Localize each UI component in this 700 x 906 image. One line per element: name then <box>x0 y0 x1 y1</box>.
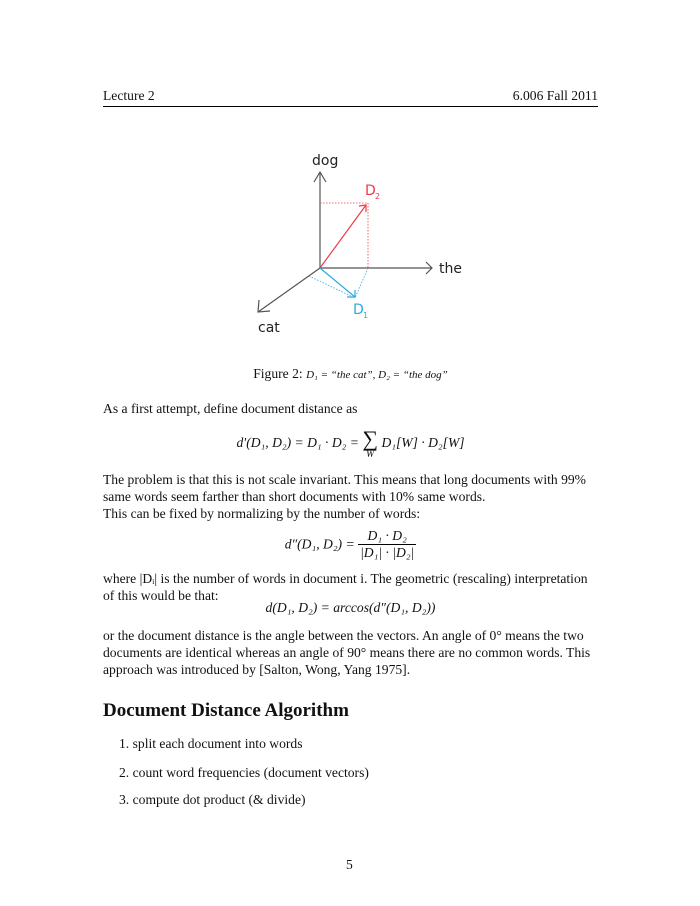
list-item-number: 2. <box>119 765 130 780</box>
d1-vector <box>320 268 355 297</box>
list-item <box>119 792 306 808</box>
paragraph-2-line-3: This can be fixed by normalizing by the number of words: <box>103 506 421 521</box>
d2-label-sub: 2 <box>375 192 381 201</box>
eq2-fraction <box>358 528 416 561</box>
caption-text: D₁ = “the cat”, D₂ = “the dog” <box>306 369 448 381</box>
eq2-left: d″(D₁, D₂) = <box>284 536 355 552</box>
eq1-left: d′(D₁, D₂) = D₁ · D₂ = <box>236 435 359 451</box>
section-heading: Document Distance Algorithm <box>103 700 349 721</box>
list-item-text: count word frequencies (document vectors) <box>132 765 369 780</box>
paragraph-2-line-1: The problem is that this is not scale invariant. This means that long documents with 99% <box>103 472 587 487</box>
d1-projection-the <box>355 268 368 298</box>
d2-vector <box>320 205 366 268</box>
d1-projection-cat <box>309 276 355 298</box>
cat-axis-label: cat <box>258 320 280 336</box>
eq2-denominator: |D₁| · |D₂| <box>360 545 415 560</box>
eq1-right: D₁[W] · D₂[W] <box>381 435 465 451</box>
list-item-text: compute dot product (& divide) <box>132 792 306 807</box>
list-item <box>119 736 303 752</box>
equation-2 <box>103 528 598 561</box>
d1-label: D <box>353 302 364 318</box>
d1-label-sub: 1 <box>363 311 369 320</box>
dog-axis-label: dog <box>312 153 339 169</box>
paragraph-1: As a first attempt, define document distance as <box>103 401 358 416</box>
sum-symbol <box>362 428 378 460</box>
cat-axis <box>258 268 320 312</box>
paragraph-3-line-2: of this would be that: <box>103 588 219 603</box>
d2-label: D <box>365 183 376 199</box>
list-item-number: 3. <box>119 792 130 807</box>
paragraph-3-line-1: where |Dᵢ| is the number of words in document i. The geometric (rescaling) interpretation <box>103 571 588 586</box>
eq2-numerator: D₁ · D₂ <box>358 528 416 545</box>
list-item-number: 1. <box>119 736 130 751</box>
equation-3: d(D₁, D₂) = arccos(d″(D₁, D₂)) <box>265 600 436 615</box>
figure-caption <box>103 366 598 382</box>
caption-prefix: Figure 2: <box>253 366 303 381</box>
vector-diagram <box>0 0 700 360</box>
paragraph-4-line-1: or the document distance is the angle between the vectors. An angle of 0° means the two <box>103 628 584 643</box>
list-item <box>119 765 369 781</box>
the-axis-label: the <box>439 261 462 277</box>
paragraph-2-line-2: same words seem farther than short documents with 10% same words. <box>103 489 486 504</box>
list-item-text: split each document into words <box>132 736 303 751</box>
paragraph-4-line-3: approach was introduced by [Salton, Wong, Yang 1975]. <box>103 662 411 677</box>
sum-index: W <box>366 449 375 460</box>
header-left: Lecture 2 <box>103 88 155 103</box>
sigma: ∑ <box>362 426 379 451</box>
paragraph-4-line-2: documents are identical whereas an angle of 90° means there are no common words. This <box>103 645 591 660</box>
equation-1 <box>103 428 598 460</box>
header-right: 6.006 Fall 2011 <box>512 88 598 103</box>
page-number: 5 <box>346 857 353 872</box>
